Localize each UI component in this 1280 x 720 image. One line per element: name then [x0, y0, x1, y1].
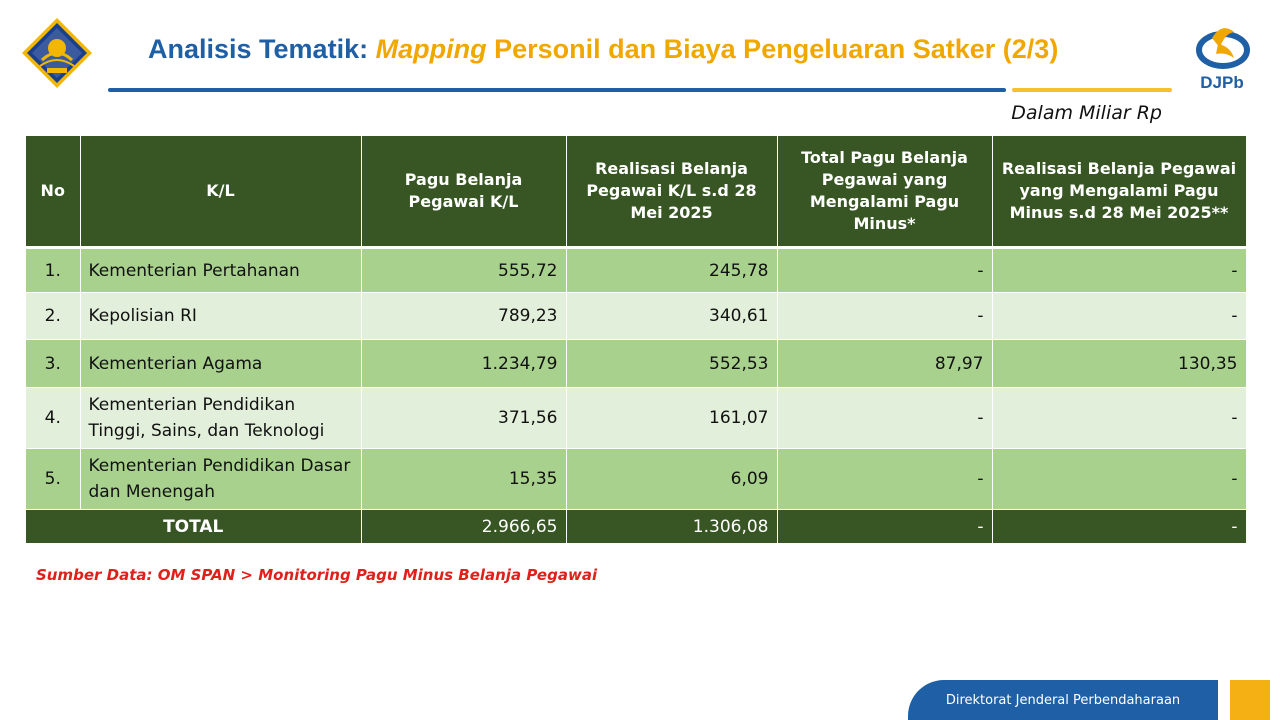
table-header-row	[26, 136, 1246, 248]
kemenkeu-logo	[20, 16, 94, 90]
table-row	[26, 248, 1246, 293]
col-header-realisasi-minus: Realisasi Belanja Pegawai yang Mengalami Pagu Minus s.d 28 Mei 2025**	[992, 136, 1246, 248]
cell-no: 5.	[26, 449, 80, 510]
cell-pagu-minus: -	[777, 293, 992, 340]
cell-pagu: 371,56	[361, 388, 566, 449]
cell-kl: Kepolisian RI	[80, 293, 361, 340]
page-title	[148, 34, 1058, 65]
col-header-pagu-minus: Total Pagu Belanja Pegawai yang Mengalami Pagu Minus*	[777, 136, 992, 248]
data-table	[26, 136, 1247, 544]
cell-realisasi: 245,78	[566, 248, 777, 293]
cell-pagu-minus: -	[777, 388, 992, 449]
col-header-kl: K/L	[80, 136, 361, 248]
table-row	[26, 293, 1246, 340]
cell-no: 1.	[26, 248, 80, 293]
cell-no: 2.	[26, 293, 80, 340]
title-underline-gold	[1012, 88, 1172, 92]
cell-realisasi: 6,09	[566, 449, 777, 510]
cell-realisasi: 161,07	[566, 388, 777, 449]
cell-kl: Kementerian Pendidikan Dasar dan Menengah	[80, 449, 361, 510]
cell-realisasi-minus: -	[992, 449, 1246, 510]
source-note: Sumber Data: OM SPAN > Monitoring Pagu Minus Belanja Pegawai	[36, 566, 598, 584]
cell-pagu: 1.234,79	[361, 340, 566, 388]
col-header-realisasi: Realisasi Belanja Pegawai K/L s.d 28 Mei 2025	[566, 136, 777, 248]
cell-no: 4.	[26, 388, 80, 449]
col-header-no: No	[26, 136, 80, 248]
title-italic: Mapping	[375, 34, 487, 64]
col-header-pagu: Pagu Belanja Pegawai K/L	[361, 136, 566, 248]
cell-total-pagu: 2.966,65	[361, 510, 566, 544]
cell-realisasi-minus: 130,35	[992, 340, 1246, 388]
table-row	[26, 388, 1246, 449]
footer-label: Direktorat Jenderal Perbendaharaan	[908, 680, 1218, 720]
cell-total-realisasi: 1.306,08	[566, 510, 777, 544]
table-row	[26, 340, 1246, 388]
table-row	[26, 449, 1246, 510]
cell-total-pagu-minus: -	[777, 510, 992, 544]
djpb-logo	[1190, 20, 1254, 92]
unit-label: Dalam Miliar Rp	[1011, 102, 1162, 124]
cell-pagu: 15,35	[361, 449, 566, 510]
title-lead: Analisis Tematik:	[148, 34, 369, 64]
footer-accent	[1230, 680, 1270, 720]
cell-total-label: TOTAL	[26, 510, 361, 544]
cell-realisasi: 552,53	[566, 340, 777, 388]
cell-pagu: 789,23	[361, 293, 566, 340]
cell-pagu: 555,72	[361, 248, 566, 293]
cell-realisasi-minus: -	[992, 388, 1246, 449]
brand-text: DJPb	[1200, 73, 1244, 92]
table-total-row	[26, 510, 1246, 544]
cell-realisasi-minus: -	[992, 293, 1246, 340]
cell-no: 3.	[26, 340, 80, 388]
cell-kl: Kementerian Pertahanan	[80, 248, 361, 293]
cell-total-realisasi-minus: -	[992, 510, 1246, 544]
cell-pagu-minus: -	[777, 449, 992, 510]
cell-realisasi: 340,61	[566, 293, 777, 340]
cell-pagu-minus: -	[777, 248, 992, 293]
title-underline-blue	[108, 88, 1006, 92]
cell-realisasi-minus: -	[992, 248, 1246, 293]
cell-kl: Kementerian Agama	[80, 340, 361, 388]
title-rest: Personil dan Biaya Pengeluaran Satker (2/3)	[494, 34, 1059, 64]
cell-pagu-minus: 87,97	[777, 340, 992, 388]
cell-kl: Kementerian Pendidikan Tinggi, Sains, dan Teknologi	[80, 388, 361, 449]
